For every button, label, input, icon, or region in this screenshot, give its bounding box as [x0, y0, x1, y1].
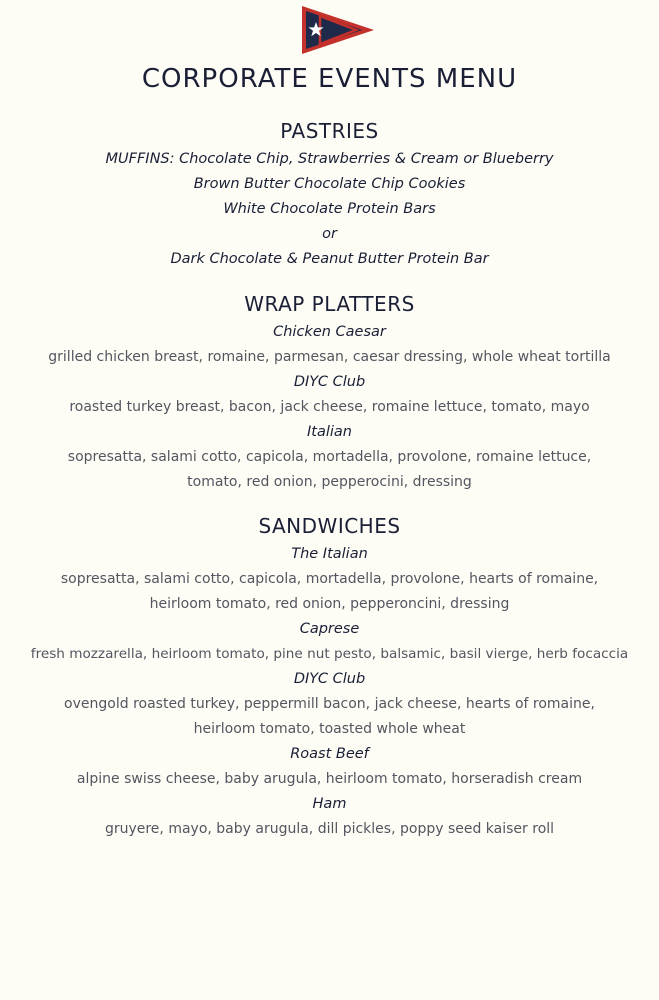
- pastry-line: Brown Butter Chocolate Chip Cookies: [193, 176, 466, 192]
- pastry-line: MUFFINS: Chocolate Chip, Strawberries & Cream or Blueberry: [105, 151, 554, 167]
- pastry-line: or: [322, 226, 337, 242]
- wrap-item-desc: sopresatta, salami cotto, capicola, mortadella, provolone, romaine lettuce,: [67, 449, 592, 465]
- page-title: CORPORATE EVENTS MENU: [141, 64, 518, 94]
- sandwiches-heading: SANDWICHES: [258, 514, 401, 538]
- wraps-heading: WRAP PLATTERS: [244, 292, 415, 316]
- sandwich-item-desc: gruyere, mayo, baby arugula, dill pickles, poppy seed kaiser roll: [104, 821, 555, 837]
- sandwich-item-name: Ham: [312, 796, 347, 812]
- wrap-item-name: Italian: [307, 424, 352, 440]
- pastries-section: [0, 118, 659, 272]
- pastry-line: White Chocolate Protein Bars: [223, 201, 436, 217]
- sandwich-item-desc: alpine swiss cheese, baby arugula, heirloom tomato, horseradish cream: [76, 771, 583, 787]
- pastry-line: Dark Chocolate & Peanut Butter Protein Bar: [170, 251, 489, 267]
- sandwich-item-desc: sopresatta, salami cotto, capicola, mortadella, provolone, hearts of romaine,: [60, 571, 599, 587]
- sandwiches-section: [0, 513, 659, 842]
- wrap-item-desc: grilled chicken breast, romaine, parmesan, caesar dressing, whole wheat tortilla: [48, 349, 611, 365]
- sandwich-item-desc: heirloom tomato, red onion, pepperoncini, dressing: [149, 596, 510, 612]
- sandwich-item-name: DIYC Club: [293, 671, 366, 687]
- burgee-flag-logo: [300, 4, 376, 56]
- wrap-item-desc: roasted turkey breast, bacon, jack cheese, romaine lettuce, tomato, mayo: [69, 399, 590, 415]
- wrap-item-name: DIYC Club: [293, 374, 366, 390]
- sandwich-item-name: Caprese: [299, 621, 360, 637]
- wraps-section: [0, 291, 659, 495]
- wrap-item-desc: tomato, red onion, pepperocini, dressing: [187, 474, 472, 490]
- pastries-heading: PASTRIES: [280, 119, 379, 143]
- sandwich-item-desc: ovengold roasted turkey, peppermill bacon, jack cheese, hearts of romaine,: [64, 696, 595, 712]
- sandwich-item-name: Roast Beef: [290, 746, 369, 762]
- sandwich-item-desc: fresh mozzarella, heirloom tomato, pine nut pesto, balsamic, basil vierge, herb focaccia: [30, 646, 629, 662]
- sandwich-item-name: The Italian: [291, 546, 368, 562]
- sandwich-item-desc: heirloom tomato, toasted whole wheat: [193, 721, 466, 737]
- wrap-item-name: Chicken Caesar: [273, 324, 386, 340]
